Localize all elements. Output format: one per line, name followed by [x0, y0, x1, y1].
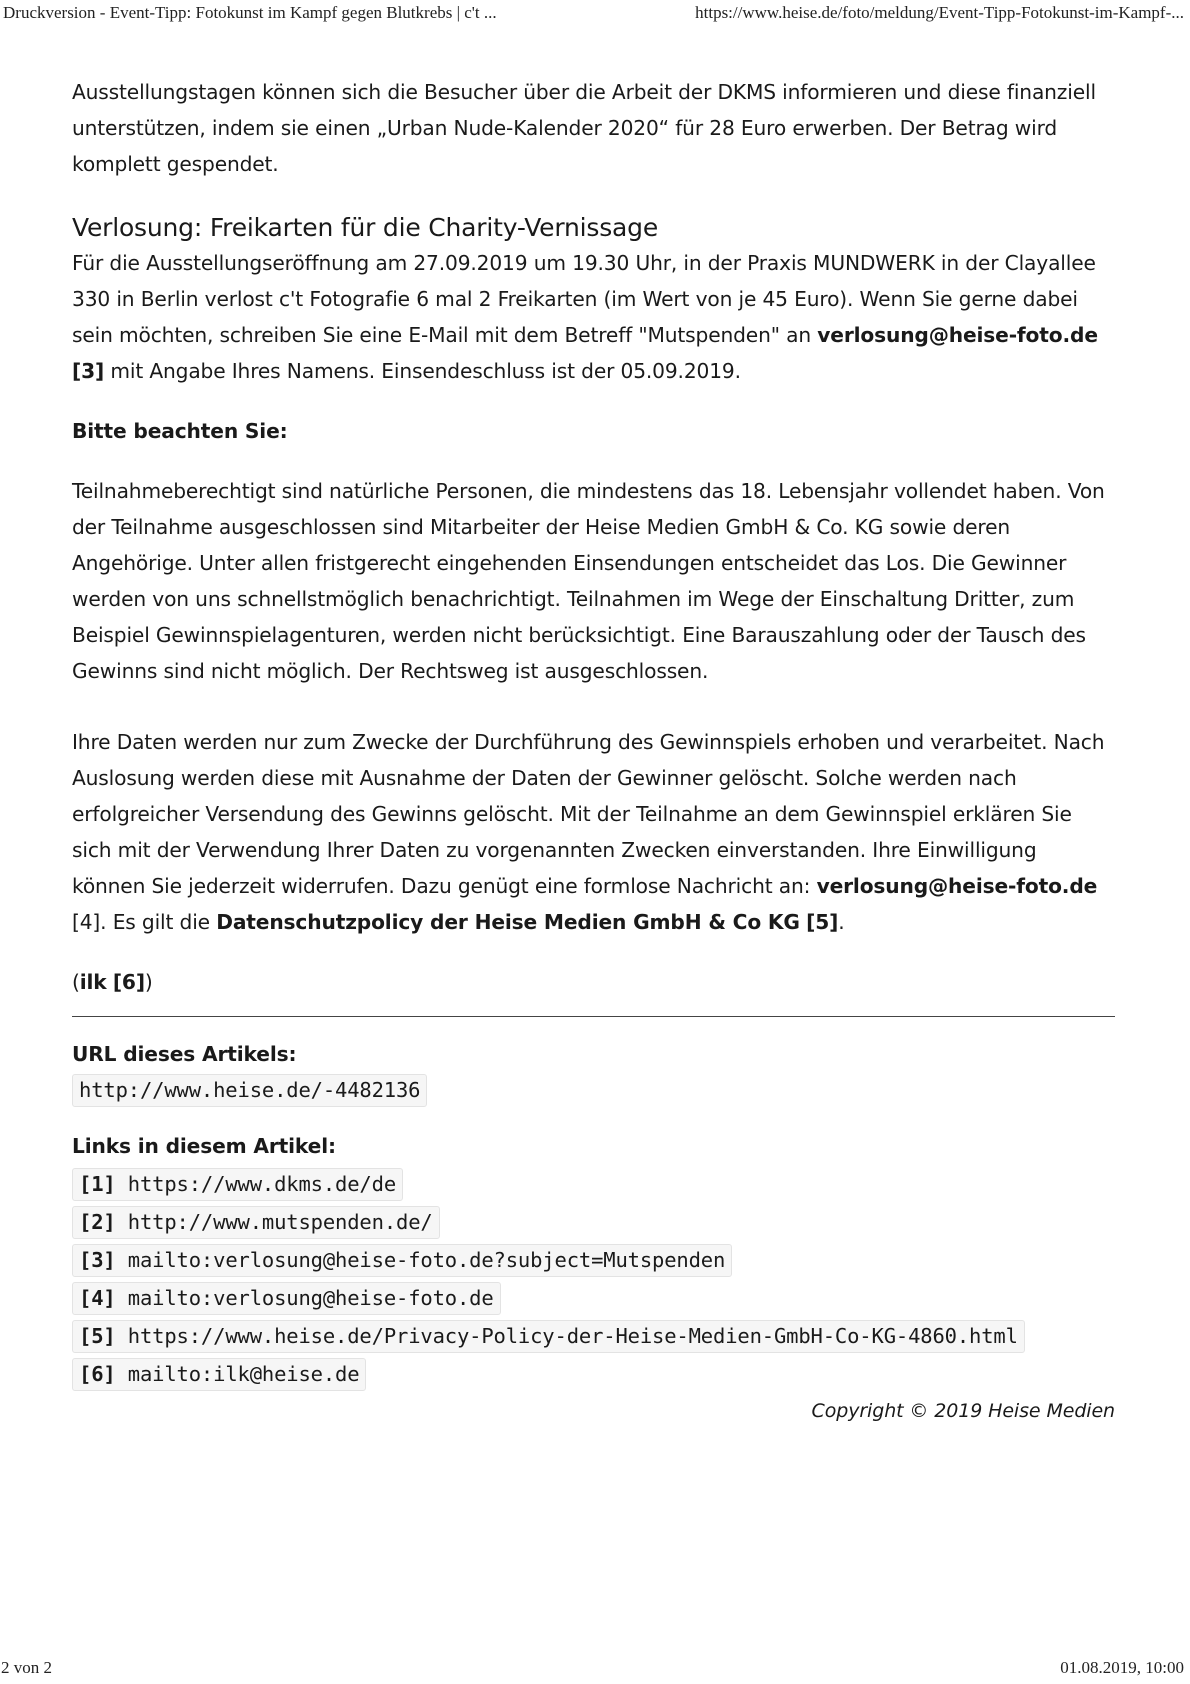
article-url[interactable]: http://www.heise.de/-4482136: [72, 1074, 427, 1107]
author-open: (: [72, 970, 80, 994]
links-list: [72, 1165, 1115, 1393]
link-ref: [5]: [79, 1323, 116, 1348]
link-3[interactable]: [72, 1244, 732, 1277]
author-close: ): [144, 970, 153, 994]
print-footer: [0, 1658, 1190, 1678]
link-url: mailto:verlosung@heise-foto.de: [127, 1285, 494, 1310]
link-1[interactable]: [72, 1168, 403, 1201]
privacy-policy-ref: [5]: [806, 910, 839, 934]
link-url: https://www.heise.de/Privacy-Policy-der-Heise-Medien-GmbH-Co-KG-4860.html: [127, 1323, 1018, 1348]
notice-label: [72, 413, 1115, 449]
link-ref: [3]: [79, 1247, 116, 1272]
privacy-email-ref: [4]: [72, 910, 101, 934]
print-header: [0, 3, 1190, 23]
raffle-text-before: Für die Ausstellungseröffnung am 27.09.2019 um 19.30 Uhr, in der Praxis MUNDWERK in der Clayallee 330 in Berlin verlost c't Fotografie 6 mal 2 Freikarten (im Wert von je 45 Euro). Wenn Sie gerne dabei sein möchten, schreiben Sie eine E-Mail mit dem Betreff "Mutspenden" an: [72, 251, 1096, 347]
link-item-6: [72, 1355, 1115, 1393]
author-line: [72, 964, 1115, 1000]
intro-paragraph: Ausstellungstagen können sich die Besucher über die Arbeit der DKMS informieren und diese finanziell unterstützen, indem sie einen „Urban Nude-Kalender 2020“ für 28 Euro erwerben. Der Betrag wird komplett gespendet.: [72, 80, 1096, 176]
privacy-text: Ihre Daten werden nur zum Zwecke der Durchführung des Gewinnspiels erhoben und verarbeitet. Nach Auslosung werden diese mit Ausnahme der Daten der Gewinner gelöscht. Solche werden nach erfolgreicher Versendung des Gewinns gelöscht. Mit der Teilnahme an dem Gewinnspiel erklären Sie sich mit der Verwendung Ihrer Daten zu vorgenannten Zwecken einverstanden. Ihre Einwilligung können Sie jederzeit widerrufen. Dazu genügt eine formlose Nachricht an:: [72, 730, 1105, 898]
link-item-1: [72, 1165, 1115, 1203]
terms-paragraph: Teilnahmeberechtigt sind natürliche Personen, die mindestens das 18. Lebensjahr vollendet haben. Von der Teilnahme ausgeschlossen sind Mitarbeiter der Heise Medien GmbH & Co. KG sowie deren Angehörige. Unter allen fristgerecht eingehenden Einsendungen entscheidet das Los. Die Gewinner werden von uns schnellstmöglich benachrichtigt. Teilnahmen im Wege der Einschaltung Dritter, zum Beispiel Gewinnspielagenturen, werden nicht berücksichtigt. Eine Barauszahlung oder der Tausch des Gewinns sind nicht möglich. Der Rechtsweg ist ausgeschlossen.: [72, 479, 1105, 683]
article-body: [72, 74, 1115, 1429]
link-url: http://www.mutspenden.de/: [127, 1209, 433, 1234]
link-ref: [4]: [79, 1285, 116, 1310]
link-4[interactable]: [72, 1282, 501, 1315]
privacy-policy-link[interactable]: Datenschutzpolicy der Heise Medien GmbH & Co KG: [216, 910, 800, 934]
link-url: mailto:verlosung@heise-foto.de?subject=Mutspenden: [127, 1247, 726, 1272]
link-5[interactable]: [72, 1320, 1025, 1353]
link-item-4: [72, 1279, 1115, 1317]
privacy-email-link[interactable]: verlosung@heise-foto.de: [816, 874, 1098, 898]
link-ref: [1]: [79, 1171, 116, 1196]
privacy-paragraph: [72, 724, 1115, 940]
link-item-5: [72, 1317, 1115, 1355]
link-ref: [2]: [79, 1209, 116, 1234]
page-number: 2 von 2: [1, 1658, 52, 1677]
section-heading: Verlosung: Freikarten für die Charity-Vernissage: [72, 213, 659, 242]
print-datetime: 01.08.2019, 10:00: [1060, 1658, 1184, 1677]
link-item-2: [72, 1203, 1115, 1241]
print-header-url: https://www.heise.de/foto/meldung/Event-Tipp-Fotokunst-im-Kampf-...: [695, 3, 1184, 22]
link-url: mailto:ilk@heise.de: [127, 1361, 360, 1386]
link-url: https://www.dkms.de/de: [127, 1171, 397, 1196]
link-2[interactable]: [72, 1206, 440, 1239]
raffle-paragraph: [72, 245, 1115, 389]
url-heading: URL dieses Artikels:: [72, 1042, 297, 1066]
raffle-email-ref: [3]: [72, 359, 105, 383]
privacy-mid: . Es gilt die: [100, 910, 210, 934]
author-ref: [6]: [112, 970, 145, 994]
print-header-title: Druckversion - Event-Tipp: Fotokunst im Kampf gegen Blutkrebs | c't ...: [3, 3, 497, 22]
raffle-text-after: mit Angabe Ihres Namens. Einsendeschluss ist der 05.09.2019.: [110, 359, 741, 383]
copyright: Copyright © 2019 Heise Medien: [811, 1400, 1115, 1422]
privacy-end: .: [838, 910, 845, 934]
author-link[interactable]: ilk: [79, 970, 107, 994]
link-ref: [6]: [79, 1361, 116, 1386]
links-heading: Links in diesem Artikel:: [72, 1134, 336, 1158]
raffle-email-link[interactable]: verlosung@heise-foto.de: [817, 323, 1098, 347]
divider: [72, 1016, 1115, 1017]
link-6[interactable]: [72, 1358, 366, 1391]
link-item-3: [72, 1241, 1115, 1279]
notice-label-text: Bitte beachten Sie:: [72, 419, 288, 443]
